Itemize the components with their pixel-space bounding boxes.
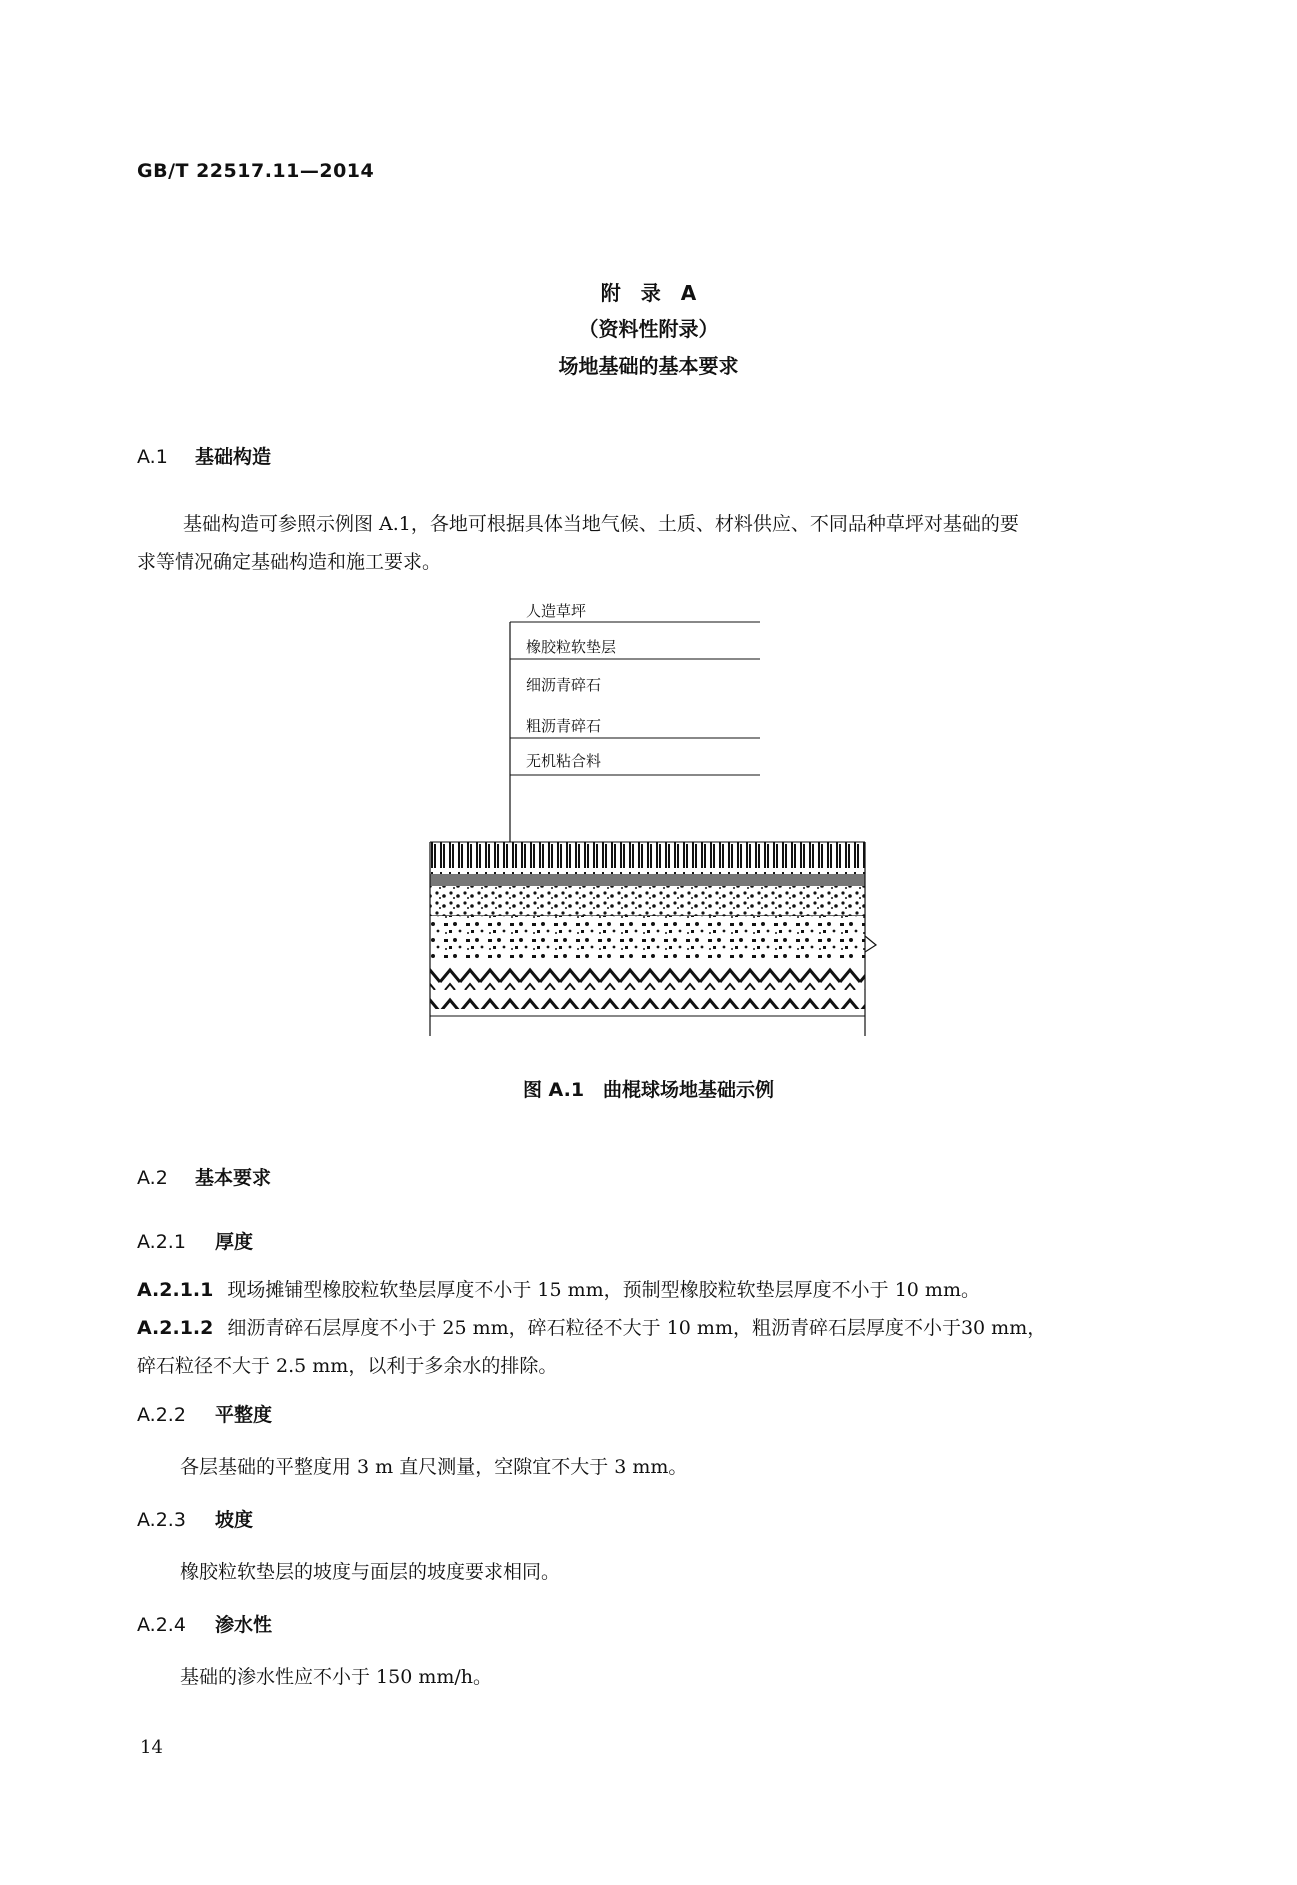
appendix-type: （资料性附录） [578, 317, 719, 341]
section-title: 基本要求 [195, 1167, 272, 1189]
paragraph: 各层基础的平整度用 3 m 直尺测量，空隙宜不大于 3 mm。 [180, 1456, 688, 1478]
subsection-title: 厚度 [215, 1231, 254, 1253]
section-number: A.2 [137, 1167, 168, 1189]
subsection-number: A.2.3 [137, 1509, 186, 1531]
clause-continuation: 碎石粒径不大于 2.5 mm，以利于多余水的排除。 [137, 1355, 558, 1377]
fine-asphalt-layer [430, 886, 865, 916]
paragraph-line: 求等情况确定基础构造和施工要求。 [137, 551, 442, 573]
subsection-a22-heading [137, 1400, 272, 1427]
foundation-diagram [420, 600, 890, 1040]
subsection-number: A.2.4 [137, 1614, 186, 1636]
paragraph: 基础的渗水性应不小于 150 mm/h。 [180, 1666, 493, 1688]
clause-text: 细沥青碎石层厚度不小于 25 mm，碎石粒径不大于 10 mm，粗沥青碎石层厚度不小于30 mm， [227, 1317, 1047, 1339]
clause-a212 [137, 1309, 1046, 1347]
standard-number: GB/T 22517.11—2014 [137, 160, 375, 182]
subsection-a24-heading [137, 1610, 272, 1637]
subsection-number: A.2.2 [137, 1404, 186, 1426]
appendix-subtitle: 场地基础的基本要求 [558, 354, 739, 378]
subgrade-layer [430, 961, 865, 1009]
section-a2-heading [137, 1163, 271, 1190]
turf-layer [430, 842, 865, 874]
subsection-title: 坡度 [215, 1509, 254, 1531]
clause-number: A.2.1.1 [137, 1279, 214, 1301]
subsection-title: 渗水性 [215, 1614, 273, 1636]
layer-label-rubber: 橡胶粒软垫层 [526, 638, 617, 656]
layer-label-binder: 无机粘合料 [526, 752, 602, 770]
paragraph: 橡胶粒软垫层的坡度与面层的坡度要求相同。 [180, 1561, 561, 1583]
subsection-a23-heading [137, 1505, 253, 1532]
section-title: 基础构造 [195, 446, 272, 468]
subsection-number: A.2.1 [137, 1231, 186, 1253]
section-number: A.1 [137, 446, 168, 468]
coarse-asphalt-layer [430, 916, 865, 961]
layer-label-fine-asphalt: 细沥青碎石 [526, 676, 602, 694]
paragraph-line: 基础构造可参照示例图 A.1，各地可根据具体当地气候、土质、材料供应、不同品种草坪对基础的要 [183, 513, 1019, 535]
clause-number: A.2.1.2 [137, 1317, 214, 1339]
page-number: 14 [140, 1737, 163, 1758]
appendix-title: 附 录 A [600, 281, 697, 305]
subsection-a21-heading [137, 1227, 253, 1254]
subsection-title: 平整度 [215, 1404, 273, 1426]
clause-text: 现场摊铺型橡胶粒软垫层厚度不小于 15 mm，预制型橡胶粒软垫层厚度不小于 10 mm。 [227, 1279, 980, 1301]
figure-caption: 图 A.1 曲棍球场地基础示例 [522, 1079, 775, 1101]
section-a1-heading [137, 442, 271, 469]
clause-a211 [137, 1271, 980, 1309]
layer-label-turf: 人造草坪 [526, 602, 587, 620]
rubber-layer [430, 874, 865, 886]
layer-label-coarse-asphalt: 粗沥青碎石 [526, 717, 602, 735]
edge-mark [865, 936, 876, 952]
